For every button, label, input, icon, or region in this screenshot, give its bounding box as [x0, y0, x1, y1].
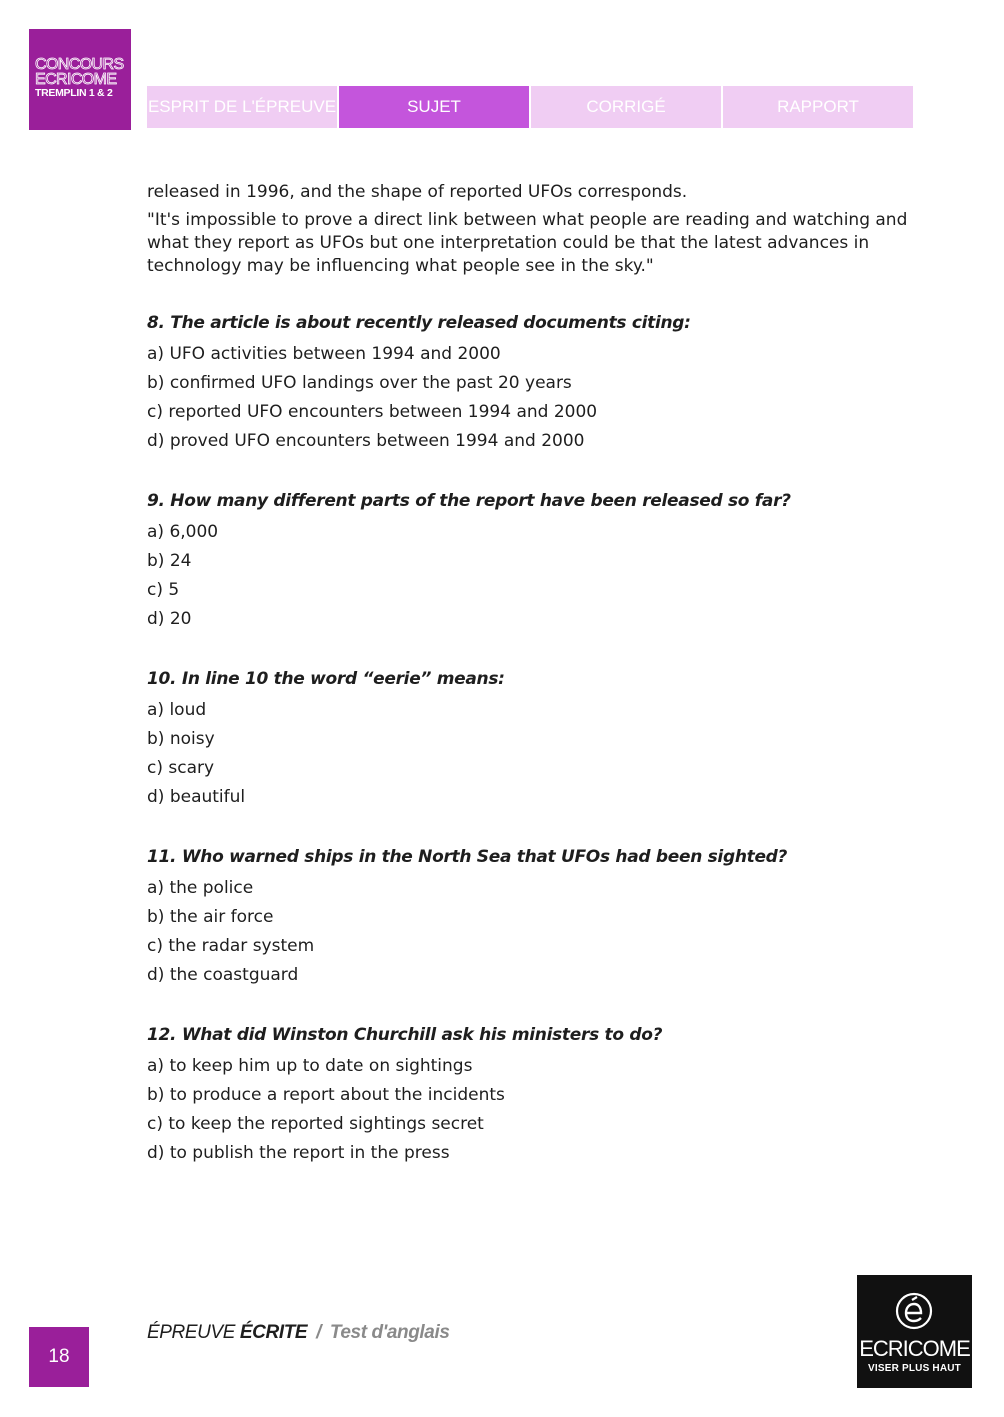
logo-line-concours: CONCOURS	[35, 56, 124, 73]
question-title: 9. How many different parts of the report have been released so far?	[147, 491, 791, 511]
tab-esprit-epreuve[interactable]: ESPRIT DE L'ÉPREUVE	[147, 86, 337, 128]
question-title: 12. What did Winston Churchill ask his ministers to do?	[147, 1025, 663, 1045]
footer-subtitle: Test d'anglais	[329, 1322, 450, 1343]
answer-option: d) 20	[147, 609, 192, 629]
question-12	[147, 1024, 927, 1168]
answer-option: a) to keep him up to date on sightings	[147, 1056, 473, 1076]
answer-option: d) proved UFO encounters between 1994 and 2000	[147, 431, 585, 451]
brand-tagline: VISER PLUS HAUT	[867, 1363, 961, 1374]
question-8	[147, 312, 927, 456]
tab-rapport[interactable]: RAPPORT	[723, 86, 913, 128]
tab-sujet[interactable]: SUJET	[339, 86, 529, 128]
page-number: 18	[29, 1327, 89, 1387]
answer-option: c) scary	[147, 758, 215, 778]
question-11	[147, 846, 927, 990]
answer-option: a) loud	[147, 700, 207, 720]
question-title: 8. The article is about recently released documents citing:	[147, 313, 691, 333]
question-title: 10. In line 10 the word “eerie” means:	[147, 669, 505, 689]
answer-option: c) the radar system	[147, 936, 315, 956]
question-9	[147, 490, 927, 634]
answer-option: b) 24	[147, 551, 192, 571]
answer-option: c) reported UFO encounters between 1994 and 2000	[147, 402, 598, 422]
exam-content	[147, 181, 927, 1168]
section-tabs	[147, 86, 915, 128]
brand-name: ECRICOME	[859, 1336, 970, 1361]
question-title: 11. Who warned ships in the North Sea that UFOs had been sighted?	[147, 847, 788, 867]
footer-title-bold: ÉCRITE	[239, 1322, 308, 1343]
answer-option: d) beautiful	[147, 787, 246, 807]
answer-option: c) to keep the reported sightings secret	[147, 1114, 484, 1134]
footer-title-prefix: ÉPREUVE	[147, 1322, 236, 1343]
answer-option: a) UFO activities between 1994 and 2000	[147, 344, 501, 364]
e-accent-circle-icon	[894, 1291, 934, 1331]
tab-corrige[interactable]: CORRIGÉ	[531, 86, 721, 128]
concours-logo	[29, 29, 131, 130]
question-10	[147, 668, 927, 812]
answer-option: b) confirmed UFO landings over the past 20 years	[147, 373, 572, 393]
answer-option: b) the air force	[147, 907, 274, 927]
answer-option: c) 5	[147, 580, 180, 600]
logo-line-tremplin: TREMPLIN 1 & 2	[35, 87, 113, 99]
intro-line: released in 1996, and the shape of reported UFOs corresponds.	[147, 182, 688, 202]
footer-separator: /	[316, 1322, 321, 1343]
answer-option: d) the coastguard	[147, 965, 299, 985]
answer-option: d) to publish the report in the press	[147, 1143, 450, 1163]
footer-title	[147, 1322, 450, 1344]
ecricome-brand-logo	[857, 1275, 972, 1388]
answer-option: a) the police	[147, 878, 254, 898]
logo-line-ecricome: ECRICOME	[35, 71, 117, 88]
answer-option: b) noisy	[147, 729, 215, 749]
intro-quote: "It's impossible to prove a direct link between what people are reading and watching and what they report as UFOs but one interpretation could be that the latest advances in technology may be influencing what people see in the sky."	[147, 210, 908, 276]
answer-option: a) 6,000	[147, 522, 219, 542]
answer-option: b) to produce a report about the incidents	[147, 1085, 505, 1105]
